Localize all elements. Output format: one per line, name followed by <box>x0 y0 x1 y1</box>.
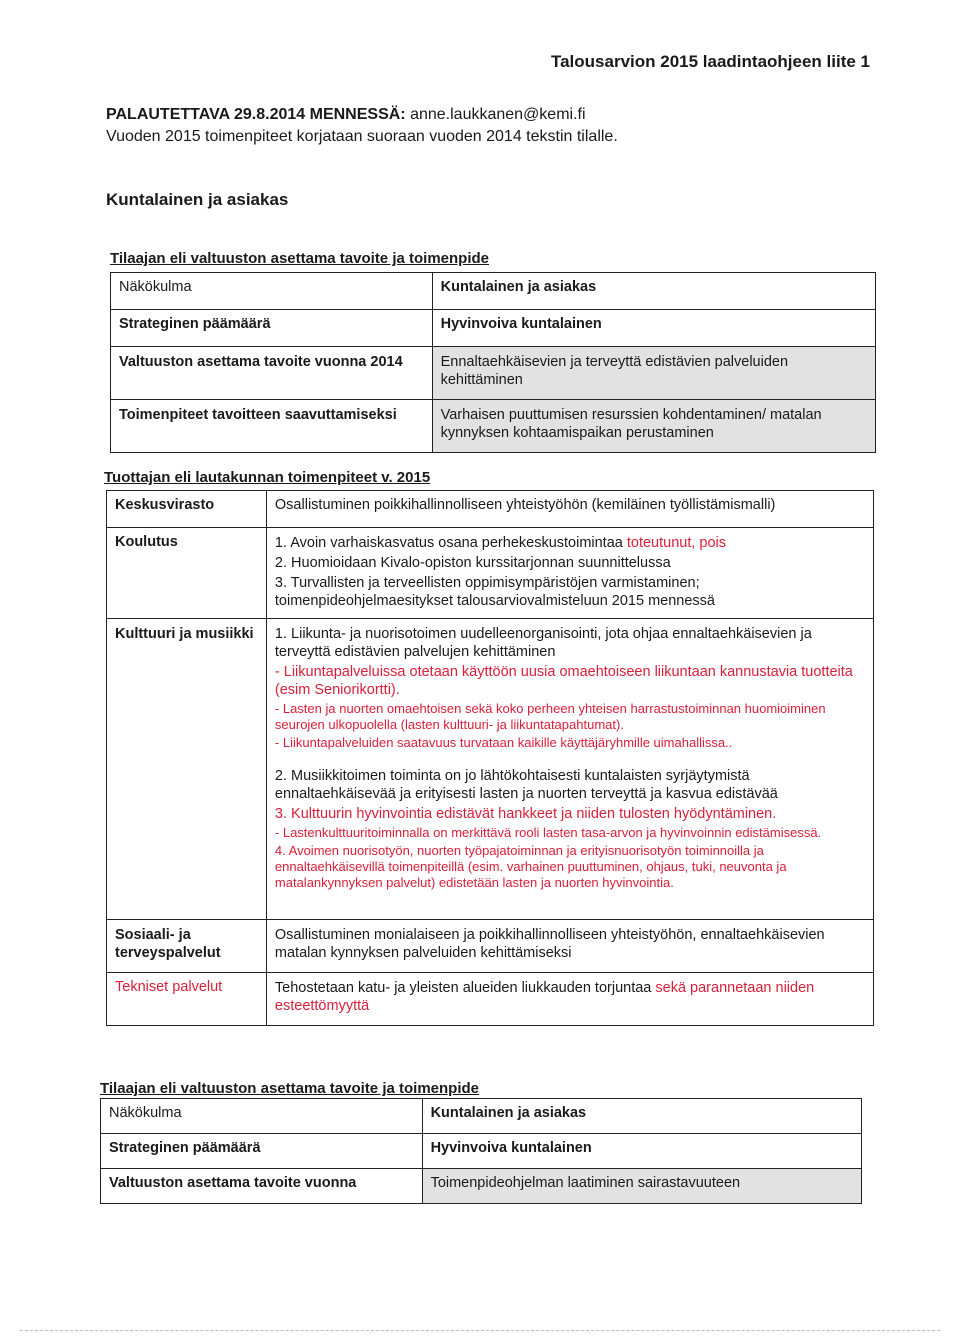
koulutus-item-2: 2. Huomioidaan Kivalo-opiston kurssitarjonnan suunnittelussa <box>274 555 671 571</box>
table-row <box>111 273 876 310</box>
kulttuuri-text <box>266 619 873 920</box>
section-title: Kuntalainen ja asiakas <box>106 190 289 209</box>
goal-table-2 <box>100 1098 862 1204</box>
unit-koulutus: Koulutus <box>107 528 267 619</box>
strategic-goal-value: Hyvinvoiva kuntalainen <box>432 310 875 347</box>
perspective-label: Näkökulma <box>101 1099 423 1134</box>
table-row <box>111 347 876 400</box>
strategic-goal-label: Strateginen päämäärä <box>101 1134 423 1169</box>
tekniset-text <box>266 973 873 1026</box>
table-row <box>101 1169 862 1204</box>
table2-label: Tuottajan eli lautakunnan toimenpiteet v. 2015 <box>104 469 431 486</box>
table-row <box>101 1099 862 1134</box>
council-goal-value: Ennaltaehkäisevien ja terveyttä edistävien palveluiden kehittäminen <box>432 347 875 400</box>
producer-measures-table <box>106 490 874 1026</box>
strategic-goal-label: Strateginen päämäärä <box>111 310 433 347</box>
sosiaali-text: Osallistuminen monialaiseen ja poikkihallinnolliseen yhteistyöhön, ennaltaehkäisevien matalan kynnyksen palveluiden kehittämiseksi <box>266 920 873 973</box>
kulttuuri-item-3: 3. Kulttuurin hyvinvointia edistävät hankkeet ja niiden tulosten hyödyntäminen. <box>274 806 777 822</box>
unit-tekniset: Tekniset palvelut <box>107 973 267 1026</box>
return-email: anne.laukkanen@kemi.fi <box>410 106 586 123</box>
council-goal-value: Toimenpideohjelman laatiminen sairastavuuteen <box>422 1169 861 1204</box>
page-bottom-edge <box>20 1330 940 1331</box>
measures-label: Toimenpiteet tavoitteen saavuttamiseksi <box>111 400 433 453</box>
tekniset-text-red: sekä parannetaan niiden esteettömyyttä <box>274 980 815 1014</box>
kulttuuri-item-3-small: - Lastenkulttuuritoiminnalla on merkittävä rooli lasten tasa-arvon ja hyvinvoinnin edistämisessä. <box>274 825 822 840</box>
unit-sosiaali: Sosiaali- ja terveyspalvelut <box>107 920 267 973</box>
return-notice <box>106 106 586 124</box>
correction-note: Vuoden 2015 toimenpiteet korjataan suoraan vuoden 2014 tekstin tilalle. <box>106 128 618 145</box>
kulttuuri-item-1-small-a: - Lasten ja nuorten omaehtoisen sekä koko perheen yhteisen harrastustoiminnan huomioiminen seurojen ulkopuolella (lasten kulttuuri- ja liikuntatapahtumat). <box>274 701 826 732</box>
council-goal-label: Valtuuston asettama tavoite vuonna 2014 <box>111 347 433 400</box>
tekniset-text-main: Tehostetaan katu- ja yleisten alueiden liukkauden torjuntaa <box>274 980 652 996</box>
koulutus-item-1: 1. Avoin varhaiskasvatus osana perhekeskustoimintaa <box>274 535 623 551</box>
table-row <box>111 400 876 453</box>
kulttuuri-item-2: 2. Musiikkitoimen toiminta on jo lähtökohtaisesti kuntalaisten syrjäytymistä ennaltaehkäisevää ja erityisesti lasten ja nuorten terveyttä ja kasvua edistävää <box>274 768 778 802</box>
perspective-label: Näkökulma <box>111 273 433 310</box>
unit-kulttuuri: Kulttuuri ja musiikki <box>107 619 267 920</box>
council-goal-label: Valtuuston asettama tavoite vuonna <box>101 1169 423 1204</box>
keskusvirasto-text: Osallistuminen poikkihallinnolliseen yhteistyöhön (kemiläinen työllistämismalli) <box>266 491 873 528</box>
table-row <box>107 619 874 920</box>
kulttuuri-item-1: 1. Liikunta- ja nuorisotoimen uudelleenorganisointi, jota ohjaa ennaltaehkäisevien ja terveyttä edistävien palvelujen kehittäminen <box>274 626 812 660</box>
kulttuuri-item-1-small-b: - Liikuntapalveluiden saatavuus turvataan kaikille käyttäjäryhmille uimahallissa.. <box>274 735 733 750</box>
perspective-value: Kuntalainen ja asiakas <box>422 1099 861 1134</box>
table-row <box>107 973 874 1026</box>
table-row <box>101 1134 862 1169</box>
goal-table-2014 <box>110 272 876 453</box>
koulutus-item-1-status: toteutunut, pois <box>626 535 727 551</box>
measures-value: Varhaisen puuttumisen resurssien kohdentaminen/ matalan kynnyksen kohtaamispaikan perustaminen <box>432 400 875 453</box>
kulttuuri-item-4: 4. Avoimen nuorisotyön, nuorten työpajatoiminnan ja erityisnuorisotyön toiminnoilla ja ennaltaehkäisevillä toimenpiteillä (esim. varhainen puuttuminen, ohjaus, tuki, neuvonta ja matalankynnyksen palvelut) edistetään lasten ja nuorten hyvinvointia. <box>274 843 787 890</box>
koulutus-item-3: 3. Turvallisten ja terveellisten oppimisympäristöjen varmistaminen; toimenpideohjelmaesitykset talousarviovalmisteluun 2015 mennessä <box>274 575 715 609</box>
koulutus-text <box>266 528 873 619</box>
table1-label: Tilaajan eli valtuuston asettama tavoite ja toimenpide <box>110 250 489 267</box>
table3-label: Tilaajan eli valtuuston asettama tavoite ja toimenpide <box>100 1080 479 1097</box>
table-row <box>107 491 874 528</box>
perspective-value: Kuntalainen ja asiakas <box>432 273 875 310</box>
return-deadline: PALAUTETTAVA 29.8.2014 MENNESSÄ: <box>106 106 406 123</box>
table-row <box>107 920 874 973</box>
table-row <box>107 528 874 619</box>
kulttuuri-item-1-red: - Liikuntapalveluissa otetaan käyttöön uusia omaehtoiseen liikuntaan kannustavia tuotteita (esim Seniorikortti). <box>274 664 853 698</box>
strategic-goal-value: Hyvinvoiva kuntalainen <box>422 1134 861 1169</box>
unit-keskusvirasto: Keskusvirasto <box>107 491 267 528</box>
table-row <box>111 310 876 347</box>
document-header-title: Talousarvion 2015 laadintaohjeen liite 1 <box>550 52 870 71</box>
